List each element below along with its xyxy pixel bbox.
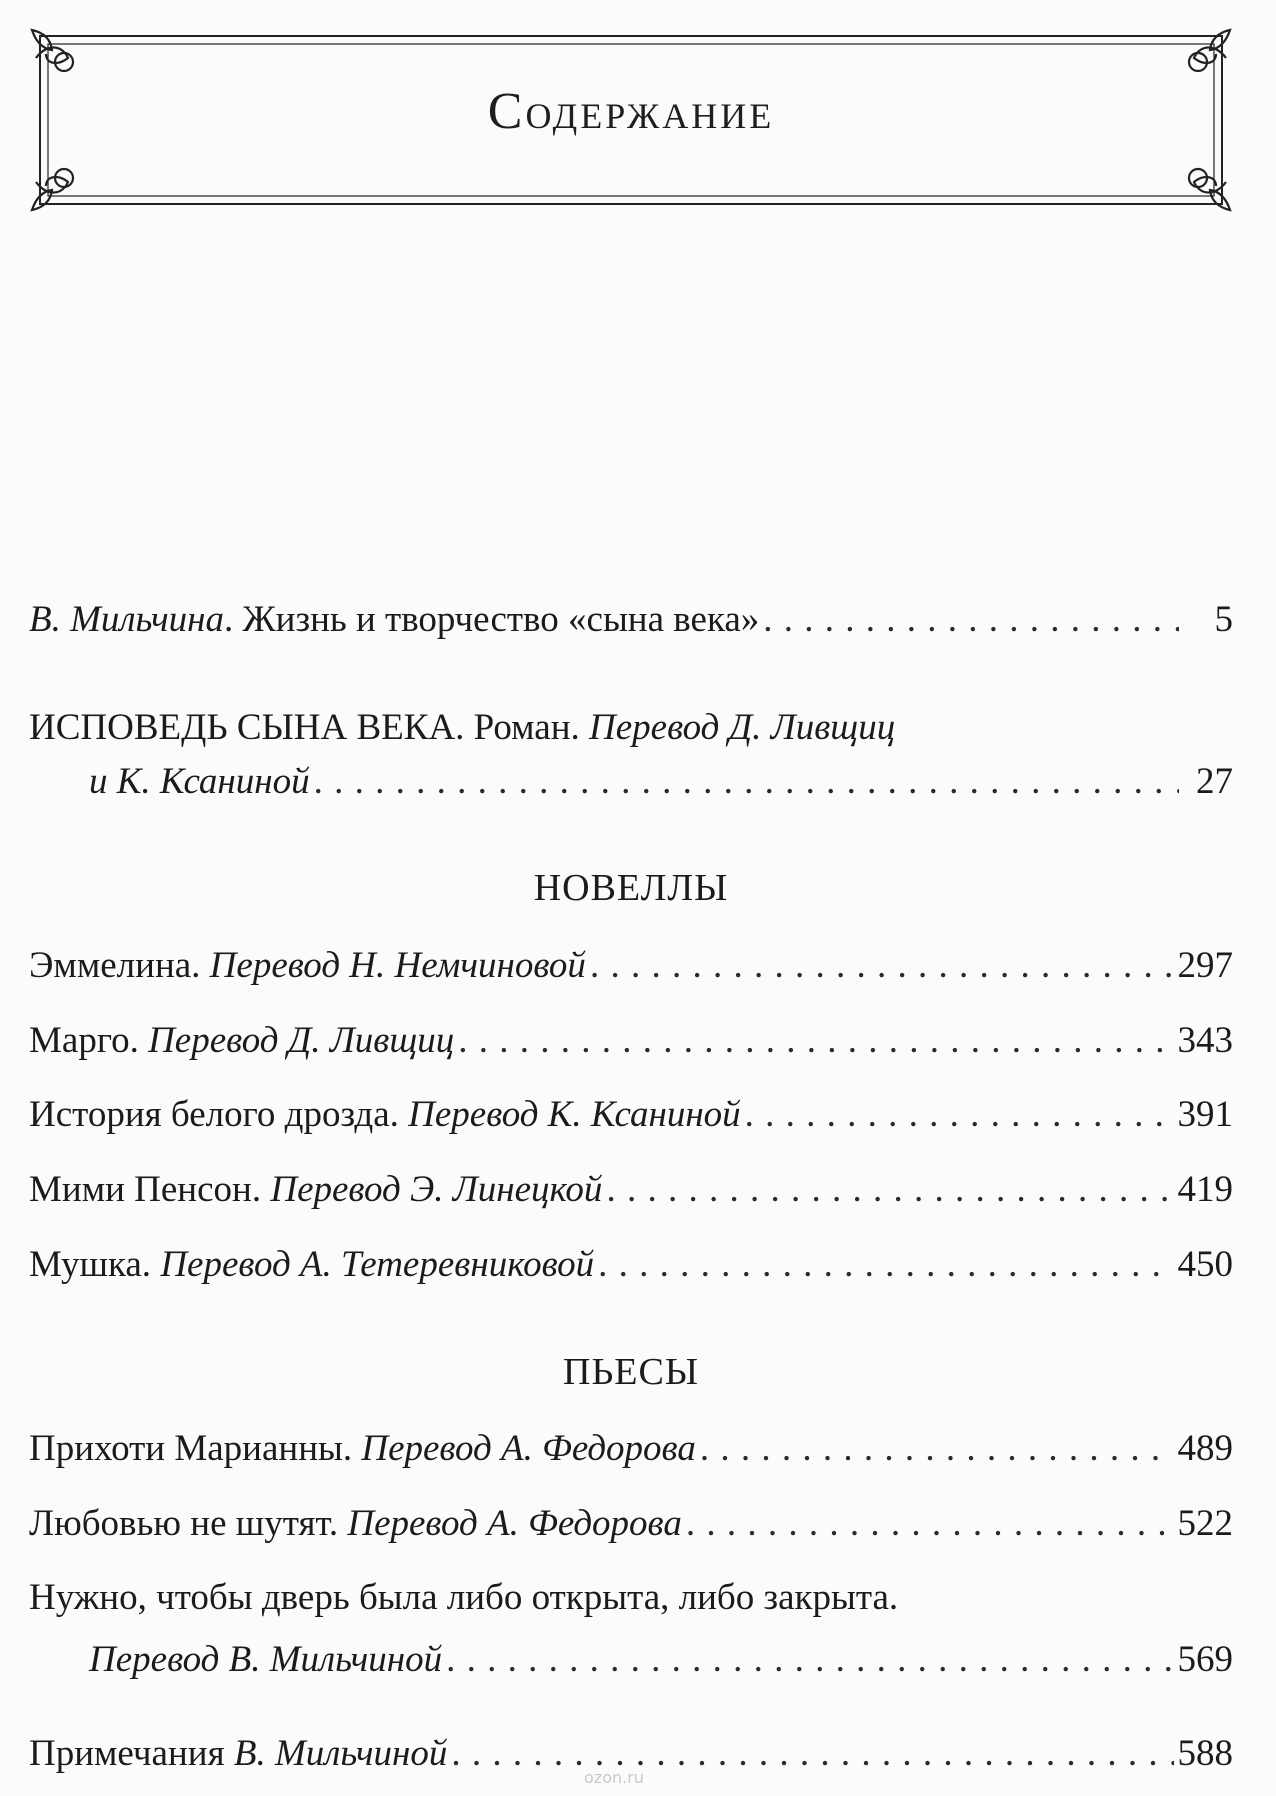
dot-leader (686, 1502, 1174, 1546)
dot-leader (745, 1093, 1174, 1137)
entry-title: Жизнь и творчество «сына века» (242, 599, 760, 640)
toc-entry-story[interactable] (29, 1168, 1233, 1212)
entry-translator: Перевод В. Мильчиной (89, 1639, 443, 1680)
dot-leader (763, 598, 1179, 642)
dot-leader (446, 1638, 1173, 1682)
entry-title: Мими Пенсон. (29, 1169, 262, 1210)
entry-translator: Перевод А. Федорова (347, 1503, 682, 1544)
dot-leader (606, 1168, 1173, 1212)
header-frame (28, 26, 1234, 214)
page-number: 522 (1177, 1503, 1233, 1544)
entry-translator: Перевод К. Ксаниной (408, 1094, 741, 1135)
entry-author: В. Мильчина (29, 599, 224, 640)
entry-translator: Перевод Д. Ливщиц (148, 1020, 455, 1061)
page-number: 297 (1177, 945, 1233, 986)
entry-title: Любовью не шутят. (29, 1503, 339, 1544)
entry-title: Примечания (29, 1733, 225, 1774)
dot-leader (598, 1243, 1173, 1287)
entry-title: История белого дрозда. (29, 1094, 399, 1135)
entry-translator: Перевод Д. Ливщиц (589, 707, 896, 748)
entry-title: Марго. (29, 1020, 139, 1061)
toc-entry-play[interactable] (29, 1576, 1233, 1682)
page-title: Содержание (487, 83, 775, 140)
entry-translator: Перевод А. Тетеревниковой (160, 1244, 595, 1285)
entry-title: ИСПОВЕДЬ СЫНА ВЕКА (29, 707, 456, 748)
toc-entry-story[interactable] (29, 1093, 1233, 1137)
toc-entry-novel[interactable] (29, 706, 1233, 804)
entry-translator-cont: и К. Ксаниной (89, 761, 310, 802)
entry-separator: . (224, 599, 243, 640)
toc-entry-story[interactable] (29, 1243, 1233, 1287)
dot-leader (451, 1732, 1173, 1776)
section-heading-novellas: НОВЕЛЛЫ (533, 867, 729, 909)
page-number: 588 (1177, 1733, 1233, 1774)
page-number: 391 (1177, 1094, 1233, 1135)
toc-entry-story[interactable] (29, 1019, 1233, 1063)
entry-title: Мушка. (29, 1244, 152, 1285)
entry-translator: Перевод Э. Линецкой (270, 1169, 603, 1210)
page-number: 419 (1177, 1169, 1233, 1210)
watermark: ozon.ru (584, 1768, 644, 1787)
entry-translator: Перевод Н. Немчиновой (209, 945, 586, 986)
entry-genre: Роман. (473, 707, 580, 748)
toc-entry-play[interactable] (29, 1502, 1233, 1546)
dot-leader (590, 944, 1174, 988)
toc-entry-story[interactable] (29, 944, 1233, 988)
dot-leader (458, 1019, 1173, 1063)
page-number: 5 (1214, 599, 1233, 640)
entry-title: Эммелина. (29, 945, 201, 986)
dot-leader (314, 760, 1179, 804)
dot-leader (700, 1427, 1174, 1471)
entry-separator: . (455, 707, 474, 748)
page-number: 569 (1177, 1639, 1233, 1680)
page-number: 489 (1177, 1428, 1233, 1469)
toc-entry-play[interactable] (29, 1427, 1233, 1471)
entry-title: Прихоти Марианны. (29, 1428, 353, 1469)
entry-title: Нужно, чтобы дверь была либо открыта, либо закрыта. (29, 1577, 899, 1618)
page-number: 343 (1177, 1020, 1233, 1061)
page-number: 450 (1177, 1244, 1233, 1285)
page-number: 27 (1196, 761, 1233, 802)
section-heading-plays: ПЬЕСЫ (563, 1351, 699, 1393)
entry-author: В. Мильчиной (233, 1733, 448, 1774)
toc-entry-introduction[interactable] (29, 598, 1233, 642)
entry-translator: Перевод А. Федорова (361, 1428, 696, 1469)
